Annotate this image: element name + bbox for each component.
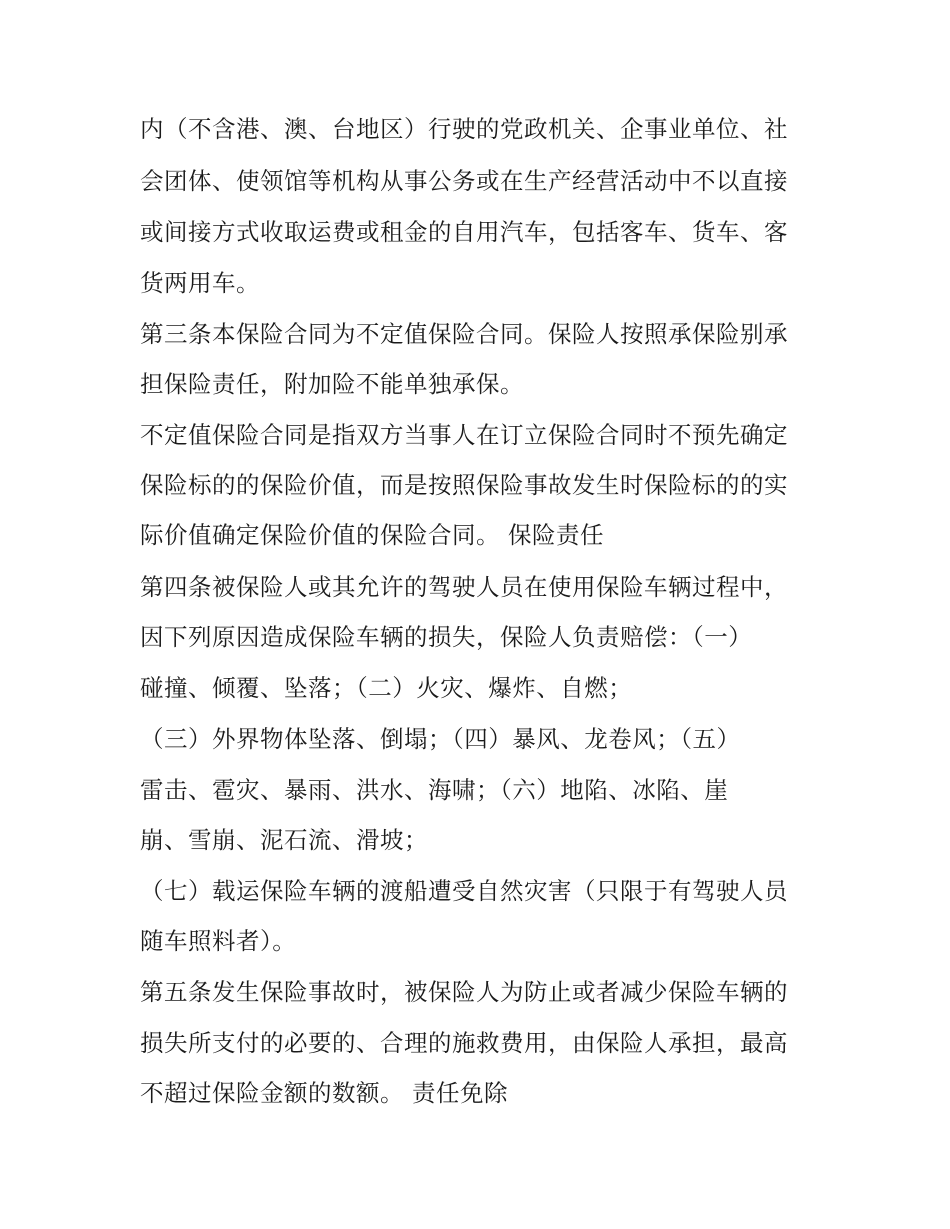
text-line: 内（不含港、澳、台地区）行驶的党政机关、企事业单位、社 — [140, 115, 788, 143]
text-line: 会团体、使领馆等机构从事公务或在生产经营活动中不以直接 — [140, 167, 788, 195]
text-line: 担保险责任，附加险不能单独承保。 — [140, 370, 524, 398]
text-line: 因下列原因造成保险车辆的损失，保险人负责赔偿：（一） — [140, 623, 753, 651]
text-line: 不定值保险合同是指双方当事人在订立保险合同时不预先确定 — [140, 421, 788, 449]
text-line: 第五条发生保险事故时，被保险人为防止或者减少保险车辆的 — [140, 978, 788, 1006]
text-line: 损失所支付的必要的、合理的施救费用，由保险人承担，最高 — [140, 1029, 788, 1057]
text-line: 或间接方式收取运费或租金的自用汽车，包括客车、货车、客 — [140, 218, 788, 246]
text-line: 碰撞、倾覆、坠落；（二）火灾、爆炸、自燃； — [140, 674, 633, 702]
text-line: 不超过保险金额的数额。 责任免除 — [140, 1079, 508, 1107]
text-line: 随车照料者）。 — [140, 927, 297, 955]
text-line: 际价值确定保险价值的保险合同。 保险责任 — [140, 521, 604, 549]
text-line: （七）载运保险车辆的渡船遭受自然灾害（只限于有驾驶人员 — [140, 877, 788, 905]
text-line: （三）外界物体坠落、倒塌；（四）暴风、龙卷风；（五） — [140, 725, 741, 753]
text-line: 第四条被保险人或其允许的驾驶人员在使用保险车辆过程中， — [140, 573, 788, 601]
text-line: 保险标的的保险价值，而是按照保险事故发生时保险标的的实 — [140, 471, 788, 499]
text-line: 雷击、雹灾、暴雨、洪水、海啸；（六）地陷、冰陷、崖 — [140, 776, 729, 804]
text-line: 崩、雪崩、泥石流、滑坡； — [140, 826, 428, 854]
text-line: 货两用车。 — [140, 269, 260, 297]
text-line: 第三条本保险合同为不定值保险合同。保险人按照承保险别承 — [140, 320, 788, 348]
